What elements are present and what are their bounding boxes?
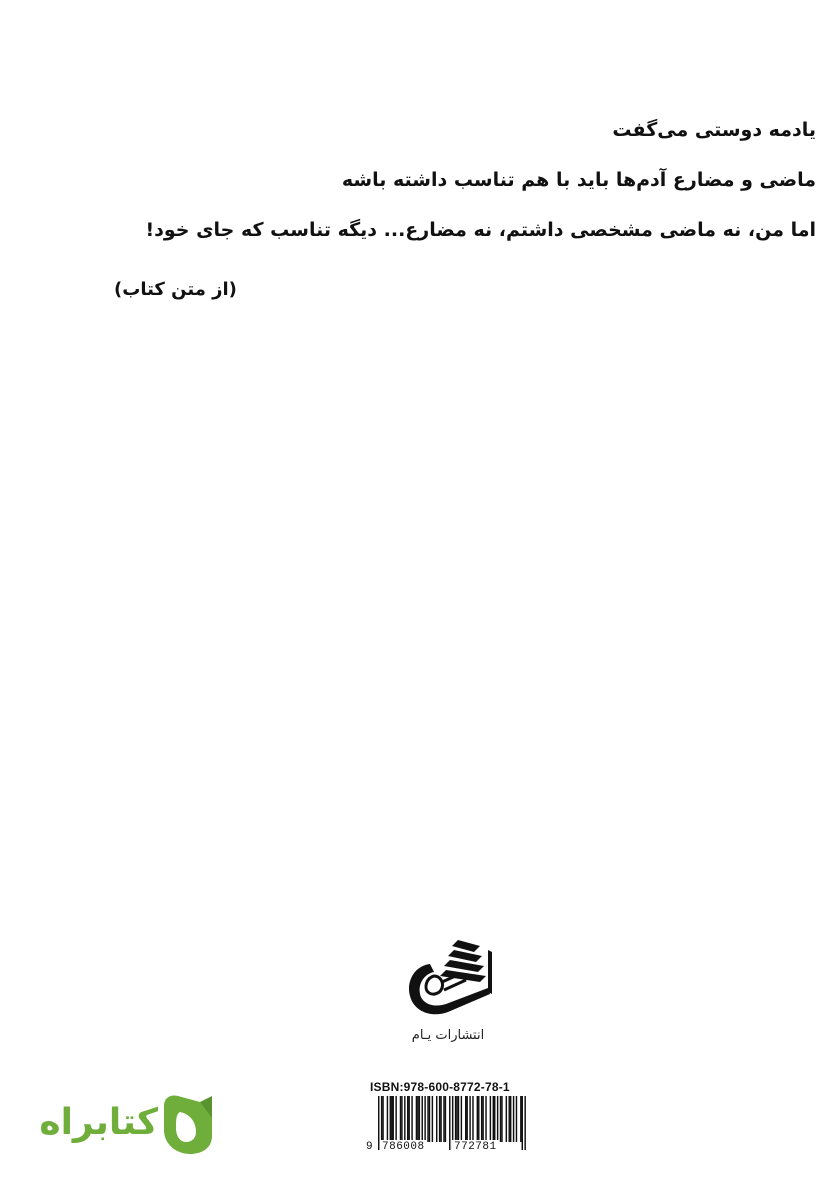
barcode-bar <box>407 1096 408 1142</box>
barcode-bar <box>466 1096 467 1142</box>
barcode-bar <box>461 1096 462 1142</box>
quote-line-1: یادمه دوستی می‌گفت <box>612 119 816 141</box>
barcode-bar <box>395 1096 396 1142</box>
barcode-bar <box>393 1096 394 1142</box>
barcode-bar <box>500 1096 501 1142</box>
isbn-block <box>366 1080 536 1152</box>
barcode-bar <box>482 1096 483 1142</box>
barcode-bar <box>506 1096 507 1142</box>
brand-name: کتابراه <box>39 1102 158 1143</box>
barcode-bar <box>436 1096 437 1142</box>
barcode-bar <box>424 1096 425 1142</box>
publisher-logo <box>388 932 508 1043</box>
publisher-name: انتشارات یـام <box>411 1028 485 1043</box>
barcode-lead-digit: 9 <box>366 1141 373 1153</box>
barcode-bar <box>422 1096 423 1142</box>
quote-source: (از متن کتاب) <box>114 279 237 300</box>
barcode-bar <box>481 1096 482 1142</box>
barcode-bar <box>501 1096 502 1142</box>
barcode-bar <box>429 1096 430 1142</box>
barcode-bar <box>408 1096 409 1142</box>
quote-line-3: اما من، نه ماضی مشخصی داشتم، نه مضارع... دیگه تناسب که جای خود! <box>145 219 816 241</box>
barcode-bar <box>510 1096 511 1142</box>
barcode-bar <box>516 1096 517 1142</box>
barcode-bar <box>513 1096 514 1142</box>
barcode-bar <box>390 1096 391 1142</box>
barcode-bar <box>497 1096 498 1142</box>
barcode-bar <box>472 1096 473 1142</box>
barcode <box>366 1094 528 1152</box>
barcode-digits <box>366 1140 528 1154</box>
barcode-bar <box>478 1096 479 1142</box>
barcode-bar <box>458 1096 459 1142</box>
barcode-bar <box>520 1096 521 1142</box>
barcode-bar <box>404 1096 405 1142</box>
barcode-bar <box>443 1096 444 1142</box>
barcode-bar <box>417 1096 418 1142</box>
barcode-bar <box>419 1096 420 1142</box>
barcode-right-digits: 772781 <box>454 1141 497 1153</box>
book-hand-icon <box>400 932 496 1024</box>
barcode-bar <box>432 1096 433 1142</box>
brand-logo <box>40 1092 216 1156</box>
barcode-bar <box>401 1096 402 1142</box>
barcode-bar <box>427 1096 428 1142</box>
barcode-bar <box>387 1096 388 1142</box>
barcode-bar <box>456 1096 457 1142</box>
barcode-bar <box>469 1096 470 1142</box>
back-cover-quote <box>96 118 816 268</box>
isbn-label: ISBN:978-600-8772-78-1 <box>370 1080 510 1094</box>
barcode-bar <box>494 1096 495 1142</box>
barcode-left-digits: 786008 <box>382 1141 425 1153</box>
barcode-bar <box>440 1096 441 1142</box>
barcode-bar <box>493 1096 494 1142</box>
quote-line-2: ماضی و مضارع آدم‌ها باید با هم تناسب داشته باشه <box>341 169 816 191</box>
barcode-bar <box>455 1096 456 1142</box>
barcode-bar <box>411 1096 412 1142</box>
barcode-bar <box>445 1096 446 1142</box>
barcode-bar <box>400 1096 401 1142</box>
barcode-bar <box>439 1096 440 1142</box>
barcode-bar <box>485 1096 486 1142</box>
bookmark-leaf-icon <box>160 1092 216 1156</box>
barcode-bar <box>391 1096 392 1142</box>
barcode-bar <box>382 1096 383 1142</box>
barcode-bar <box>416 1096 417 1142</box>
barcode-bar <box>465 1096 466 1142</box>
barcode-bar <box>477 1096 478 1142</box>
barcode-bar <box>509 1096 510 1142</box>
barcode-bar <box>490 1096 491 1142</box>
